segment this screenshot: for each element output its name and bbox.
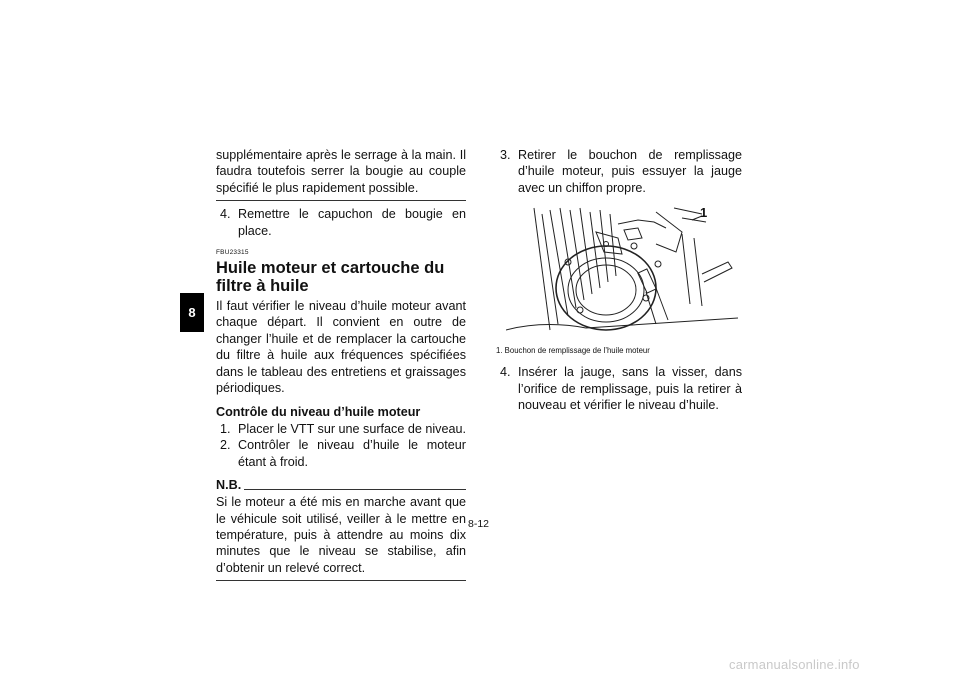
watermark: carmanualsonline.info <box>729 657 860 672</box>
step-number: 1. <box>220 421 231 436</box>
engine-illustration <box>506 204 738 336</box>
figure-caption: 1. Bouchon de remplissage de l’huile moteur <box>496 346 650 356</box>
step-text: Insérer la jauge, sans la visser, dans l’orifice de remplissage, puis la retirer à nouveau et vérifier le niveau d’huile. <box>518 365 742 413</box>
section-paragraph: Il faut vérifier le niveau d’huile moteur avant chaque départ. Il convient en outre de changer l’huile et de remplacer la cartouche du filtre à huile aux fréquences spécifiées dans le tableau des entretiens et graissages périodiques. <box>216 299 466 396</box>
step-number: 3. <box>500 148 511 162</box>
reference-code: FBU23315 <box>216 249 249 257</box>
list-item <box>216 437 466 470</box>
list-item <box>216 206 466 239</box>
step-text: Placer le VTT sur une surface de niveau. <box>238 421 466 436</box>
step-number: 4. <box>220 207 231 222</box>
note-rule <box>244 489 466 490</box>
step-text: Remettre le capuchon de bougie en place. <box>238 207 466 238</box>
engine-drawing <box>506 204 738 336</box>
right-column <box>496 147 742 413</box>
note-text: Si le moteur a été mis en marche avant que le véhicule soit utilisé, veiller à le mettre en température, puis à attendre au moins dix minutes que le niveau se stabilise, afin d’obtenir un relevé correct. <box>216 495 466 575</box>
page-number: 8-12 <box>468 518 490 530</box>
list-item <box>216 421 466 437</box>
note-label: N.B. <box>216 478 242 493</box>
section-title: Huile moteur et cartouche du filtre à huile <box>216 259 445 296</box>
note-header <box>216 479 466 492</box>
step-number: 4. <box>500 365 511 380</box>
left-column <box>216 147 466 581</box>
figure-callout: 1 <box>700 205 708 221</box>
chapter-tab: 8 <box>180 293 204 332</box>
note-end-rule <box>216 580 466 581</box>
step-text: Contrôler le niveau d’huile le moteur étant à froid. <box>238 438 466 469</box>
step-text: Retirer le bouchon de remplissage d’huile moteur, puis essuyer la jauge avec un chiffon propre. <box>518 148 742 195</box>
divider <box>216 200 466 201</box>
intro-paragraph: supplémentaire après le serrage à la main. Il faudra toutefois serrer la bougie au couple spécifié le plus rapidement possible. <box>216 148 466 195</box>
list-item <box>496 364 742 413</box>
step-number: 2. <box>220 438 231 453</box>
list-item <box>496 147 742 196</box>
subheading: Contrôle du niveau d’huile moteur <box>216 405 421 420</box>
